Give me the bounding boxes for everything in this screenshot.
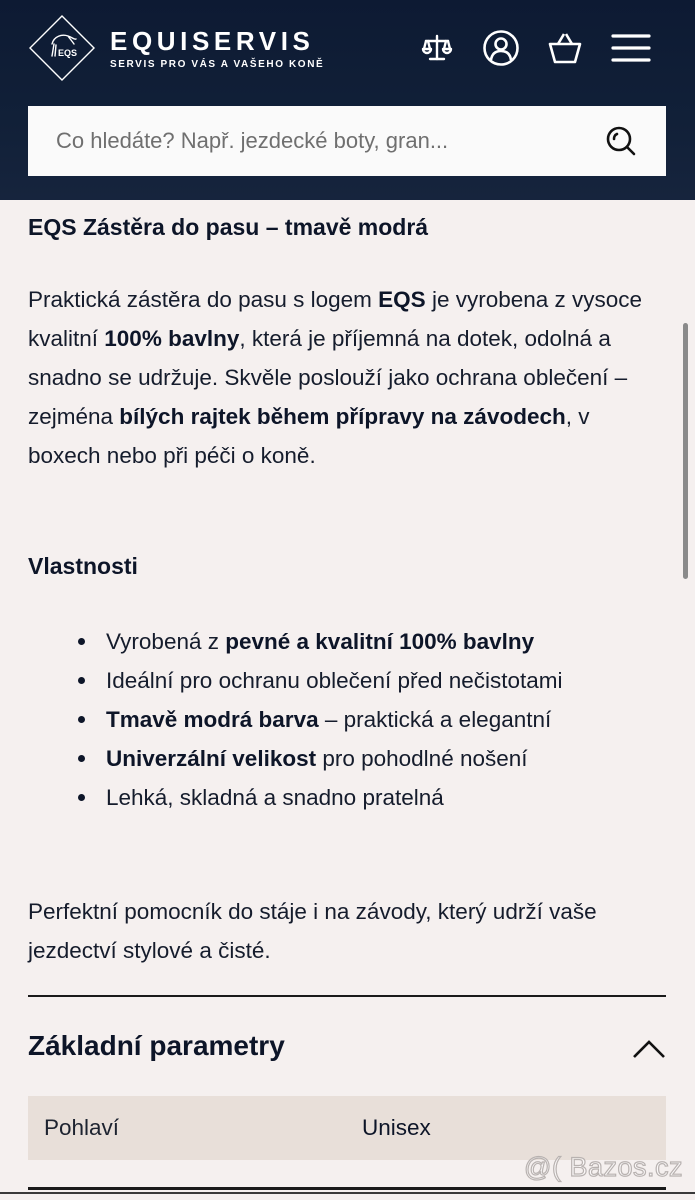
svg-text:EQS: EQS: [58, 48, 78, 58]
brand-logo[interactable]: [28, 14, 324, 82]
account-button[interactable]: [481, 28, 521, 68]
section-divider: [28, 995, 666, 997]
list-item: Univerzální velikost pro pohodlné nošení: [78, 739, 668, 778]
parameters-accordion-toggle[interactable]: [28, 1025, 666, 1067]
list-item: Vyrobená z pevné a kvalitní 100% bavlny: [78, 622, 668, 661]
param-name: Pohlaví: [44, 1115, 120, 1140]
scrollbar[interactable]: [683, 323, 688, 579]
table-row: [28, 1096, 666, 1160]
section-divider: [28, 1187, 666, 1190]
product-title: EQS Zástěra do pasu – tmavě modrá: [28, 214, 429, 240]
features-list: [78, 622, 668, 817]
compare-button[interactable]: [417, 28, 457, 68]
menu-button[interactable]: [611, 28, 651, 68]
chevron-up-icon: [632, 1031, 666, 1065]
description-paragraph: Praktická zástěra do pasu s logem EQS je vyrobena z vysoce kvalitní 100% bavlny, která je příjemná na dotek, odolná a snadno se udržuje. Skvěle poslouží jako ochrana oblečení – zejména bílých rajtek během přípravy na závodech, v boxech nebo při péči o koně.: [28, 287, 643, 468]
site-header: [0, 0, 695, 200]
list-item: Ideální pro ochranu oblečení před nečistotami: [78, 661, 668, 700]
brand-name: EQUISERVIS: [110, 25, 315, 56]
shopping-basket-icon: [547, 31, 583, 65]
user-account-icon: [482, 29, 520, 67]
cart-button[interactable]: [545, 28, 585, 68]
param-value: Unisex: [362, 1115, 431, 1140]
compare-scale-icon: [421, 33, 453, 63]
list-item: Tmavě modrá barva – praktická a elegantní: [78, 700, 668, 739]
watermark: @( Bazos.cz: [524, 1152, 683, 1182]
parameters-heading: Základní parametry: [28, 1030, 285, 1061]
brand-tagline: SERVIS PRO VÁS A VAŠEHO KONĚ: [110, 58, 325, 70]
search-bar: [28, 106, 666, 176]
hamburger-menu-icon: [611, 33, 651, 63]
closing-paragraph: Perfektní pomocník do stáje i na závody, který udrží vaše jezdectví stylové a čisté.: [28, 899, 597, 963]
bottom-border: [0, 1192, 695, 1194]
logo-mark-icon: [28, 14, 96, 82]
features-heading: Vlastnosti: [28, 553, 138, 579]
search-input[interactable]: [28, 106, 588, 176]
list-item: Lehká, skladná a snadno pratelná: [78, 778, 668, 817]
search-icon: [604, 124, 640, 160]
search-button[interactable]: [604, 124, 640, 160]
